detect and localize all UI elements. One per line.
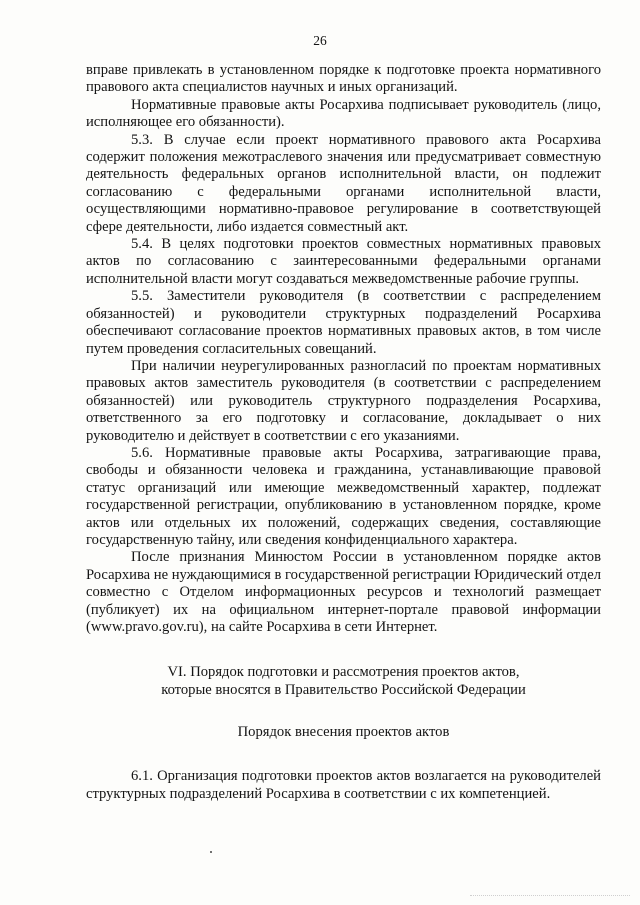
section-heading-line-2: которые вносятся в Правительство Российской Федерации bbox=[161, 682, 526, 699]
paragraph-5-5: 5.5. Заместители руководителя (в соответствии с распределением обязанностей) и руководители структурных подразделений Росархива обеспечивают согласование проектов нормативных правовых актов, в том числе путем проведения согласительных совещаний. bbox=[86, 288, 601, 357]
document-body bbox=[86, 62, 601, 803]
section-heading bbox=[86, 663, 601, 699]
paragraph-5-6: 5.6. Нормативные правовые акты Росархива, затрагивающие права, свободы и обязанности человека и гражданина, устанавливающие правовой статус организаций или имеющие межведомственный характер, подлежат государственной регистрации, опубликованию в установленном порядке, кроме актов или отдельных их положений, содержащих сведения, составляющие государственную тайну, или сведения конфиденциального характера. bbox=[86, 444, 601, 548]
scan-edge-noise bbox=[470, 895, 630, 897]
paragraph-signing: Нормативные правовые акты Росархива подписывает руководитель (лицо, исполняющее его обязанности). bbox=[86, 96, 601, 131]
subheading: Порядок внесения проектов актов bbox=[237, 724, 450, 741]
paragraph-disagreements: При наличии неурегулированных разногласий по проектам нормативных правовых актов заместитель руководителя (в соответствии с распределением обязанностей) или руководитель структурного подразделения Росархива, ответственного за его подготовку и согласование, докладывает о них руководителю и действует в соответствии с его указаниями. bbox=[86, 357, 601, 444]
paragraph-continuation: вправе привлекать в установленном порядке к подготовке проекта нормативного правового акта специалистов научных и иных организаций. bbox=[86, 62, 601, 96]
paragraph-6-1: 6.1. Организация подготовки проектов актов возлагается на руководителей структурных подразделений Росархива в соответствии с их компетенцией. bbox=[86, 768, 601, 802]
paragraph-publication: После признания Минюстом России в установленном порядке актов Росархива не нуждающимися в государственной регистрации Юридический отдел совместно с Отделом информационных ресурсов и технологий размещает (публикует) их на официальном интернет-портале правовой информации (www.pravo.gov.ru), на сайте Росархива в сети Интернет. bbox=[86, 549, 601, 635]
scan-speck bbox=[210, 851, 212, 853]
page-number: 26 bbox=[313, 33, 327, 48]
paragraph-5-4: 5.4. В целях подготовки проектов совместных нормативных правовых актов по согласованию с заинтересованными федеральными органами исполнительной власти могут создаваться межведомственные рабочие группы. bbox=[86, 236, 601, 287]
section-heading-line-1: VI. Порядок подготовки и рассмотрения проектов актов, bbox=[167, 664, 520, 681]
paragraph-5-3: 5.3. В случае если проект нормативного правового акта Росархива содержит положения межотраслевого значения или предусматривает совместную деятельность федеральных органов исполнительной власти, он подлежит согласованию с федеральными органами исполнительной власти, осуществляющими нормативно-правовое регулирование в соответствующей сфере деятельности, либо издается совместный акт. bbox=[86, 131, 601, 235]
